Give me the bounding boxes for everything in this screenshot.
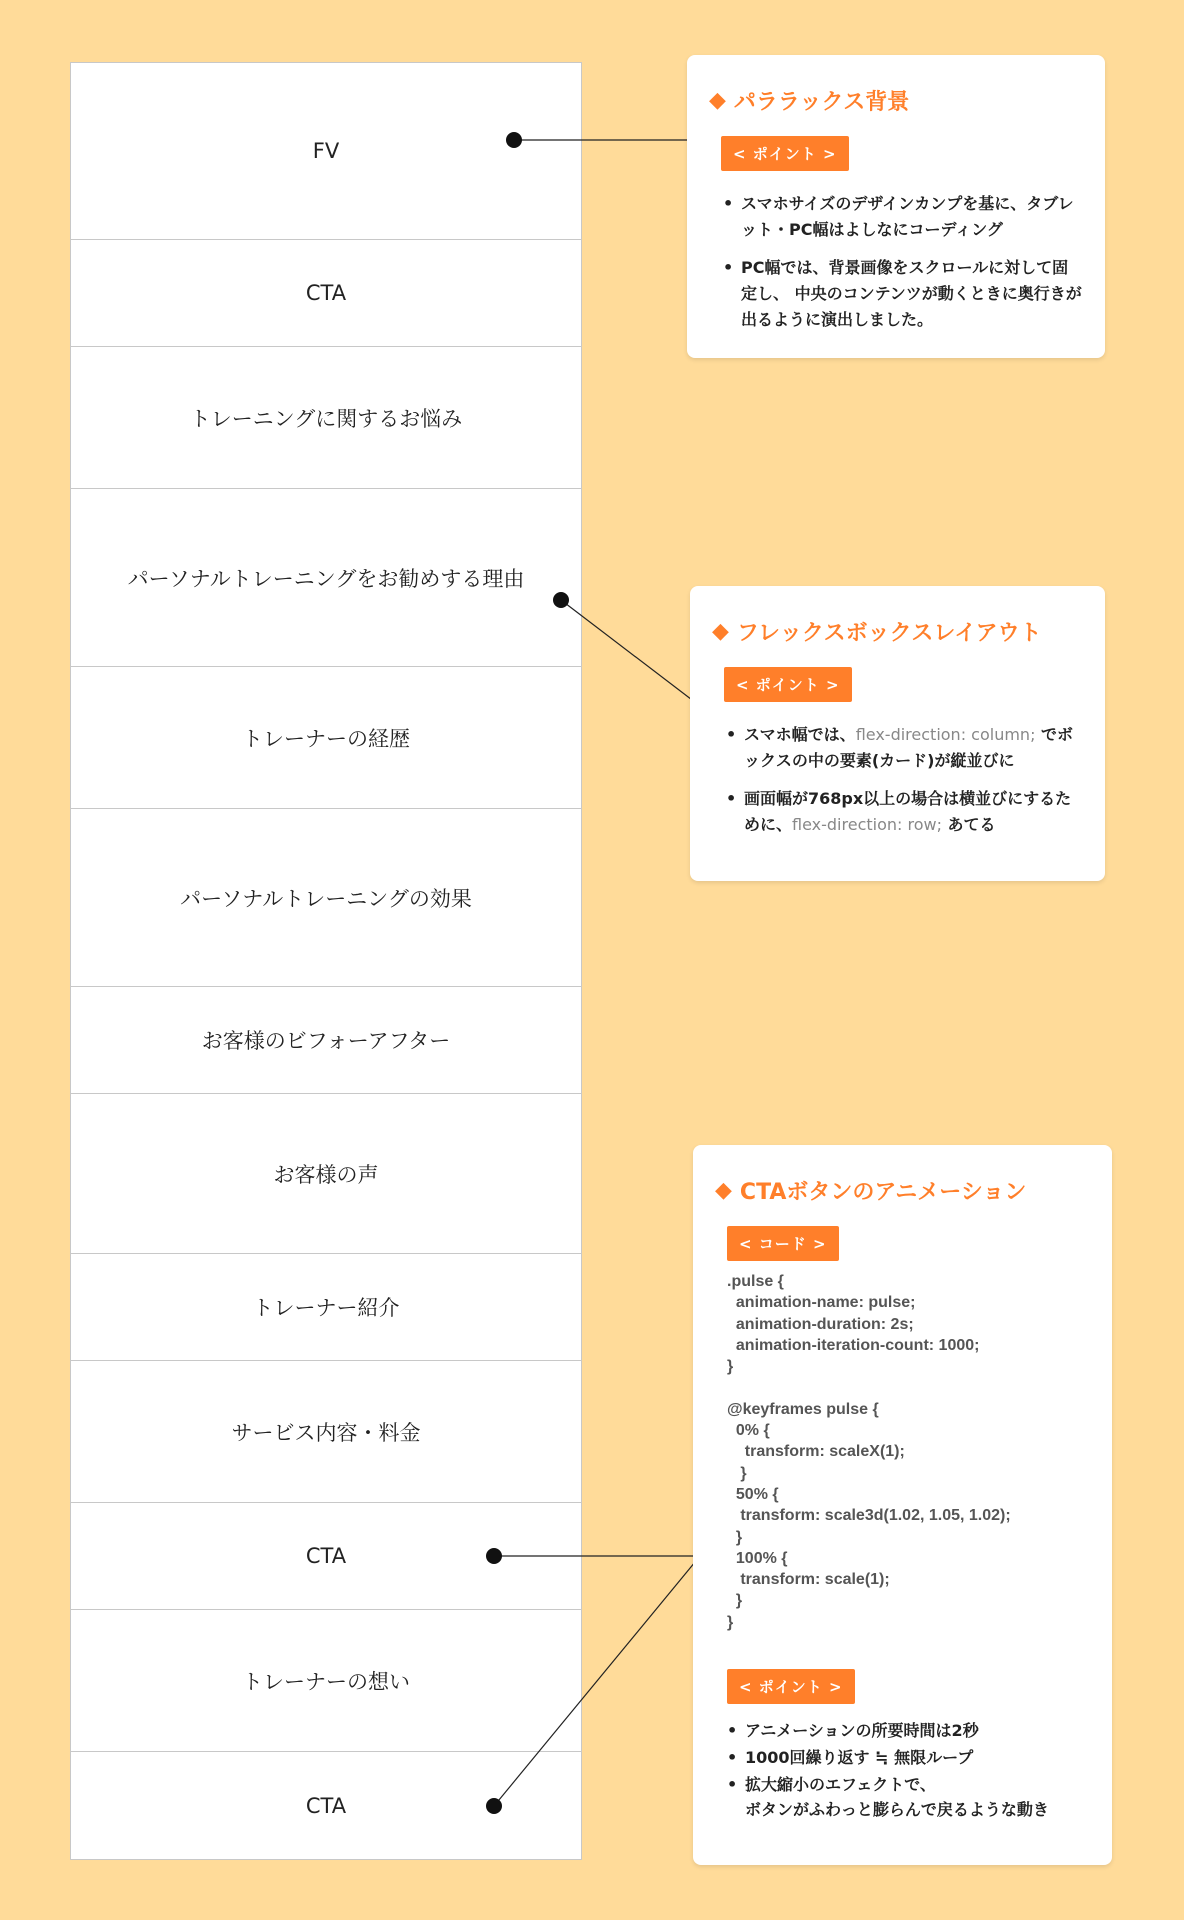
section-voices: お客様の声 [71, 1094, 581, 1254]
note-title-flexbox [712, 616, 1083, 647]
note-card-flexbox [690, 586, 1105, 881]
note-card-cta-animation [693, 1145, 1112, 1865]
list-item: • スマホサイズのデザインカンプを基に、タブレット・PC幅はよしなにコーディング [723, 191, 1083, 243]
diamond-icon: ◆ [709, 88, 726, 113]
point-tag: < ポイント > [724, 667, 852, 702]
code-block: .pulse { animation-name: pulse; animation-duration: 2s; animation-iteration-count: 1000; } @keyframes pulse { 0% { transform: scaleX(1); } 50% { transform: scale3d(1.02, 1.05, 1.02); } 100% { transform: scale(1); } } [727, 1273, 1011, 1631]
section-trainer-career: トレーナーの経歴 [71, 667, 581, 809]
list-item [726, 722, 1083, 774]
section-worries: トレーニングに関するお悩み [71, 347, 581, 489]
bullet-text: あてる [941, 815, 996, 834]
section-reasons: パーソナルトレーニングをお勧めする理由 [71, 489, 581, 667]
section-fv: FV [71, 63, 581, 240]
note-title-text: パララックス背景 [733, 90, 910, 115]
note-title-parallax [709, 85, 1083, 116]
note-bullets-flexbox [712, 722, 1083, 838]
section-cta-1: CTA [71, 240, 581, 347]
code-tag: < コード > [727, 1226, 839, 1261]
list-item: • 1000回繰り返す ≒ 無限ループ [727, 1745, 1090, 1770]
section-cta-3: CTA [305, 1793, 347, 1818]
note-title-text: CTAボタンのアニメーション [739, 1180, 1027, 1205]
diamond-icon: ◆ [712, 619, 729, 644]
section-cta-2: CTA [71, 1503, 581, 1610]
point-tag: < ポイント > [727, 1669, 855, 1704]
bullet-text: スマホ幅では、 [744, 725, 856, 744]
section-service-price: サービス内容・料金 [71, 1361, 581, 1503]
diamond-icon: ◆ [715, 1178, 732, 1203]
bullet-text: でボックスの中の要素(カード)が縦並びに [744, 725, 1074, 770]
note-title-cta-animation [715, 1175, 1090, 1206]
list-item [726, 786, 1083, 838]
list-item: • PC幅では、背景画像をスクロールに対して固定し、 中央のコンテンツが動くときに奥行きが出るように演出しました。 [723, 255, 1083, 333]
note-card-parallax [687, 55, 1105, 358]
section-before-after: お客様のビフォーアフター [71, 987, 581, 1094]
list-item: • アニメーションの所要時間は2秒 [727, 1718, 1090, 1743]
code-snippet: flex-direction: column; [855, 725, 1036, 744]
code-snippet: flex-direction: row; [792, 815, 942, 834]
section-trainer-thoughts: トレーナーの想い [71, 1610, 581, 1752]
section-effects: パーソナルトレーニングの効果 [71, 809, 581, 987]
note-bullets-parallax [709, 191, 1083, 333]
page-wireframe [70, 62, 582, 1860]
section-trainer-intro: トレーナー紹介 [71, 1254, 581, 1361]
point-tag: < ポイント > [721, 136, 849, 171]
note-bullets-cta-animation [715, 1718, 1090, 1822]
note-title-text: フレックスボックスレイアウト [736, 621, 1042, 646]
bullet-text: 画面幅が768px以上の場合は横並びにするために、 [744, 789, 1072, 834]
list-item: • 拡大縮小のエフェクトで、 ボタンがふわっと膨らんで戻るような動き [727, 1772, 1090, 1822]
